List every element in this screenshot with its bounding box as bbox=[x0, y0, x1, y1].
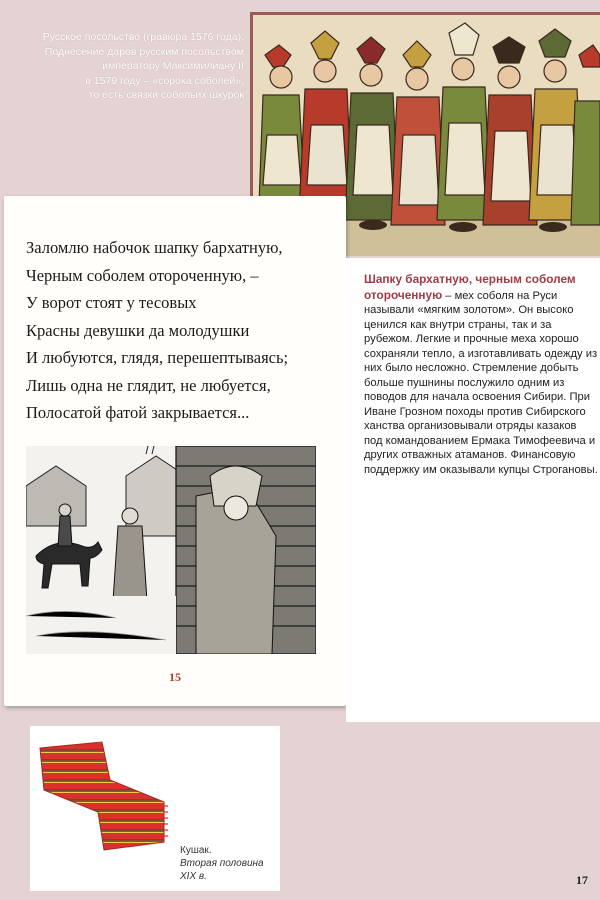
poem-line: Заломлю набочок шапку бархатную, bbox=[26, 238, 283, 257]
sash-caption-title: Кушак. bbox=[180, 845, 212, 856]
sash-caption-date: Вторая половина XIX в. bbox=[180, 858, 264, 882]
engraving-caption-line: то есть связки собольих шкурок bbox=[88, 89, 244, 101]
poem-line: У ворот стоят у тесовых bbox=[26, 293, 197, 312]
engraving-caption-line: Поднесение даров русским посольством bbox=[44, 45, 244, 58]
poem-line: Черным соболем отороченную, – bbox=[26, 265, 259, 285]
sash-card bbox=[30, 726, 280, 891]
poem-page-number: 15 bbox=[169, 670, 181, 684]
sash-image bbox=[36, 736, 168, 856]
poem-line: И любуются, глядя, перешептываясь; bbox=[26, 348, 289, 367]
engraving-caption-line: императору Максимилиану II bbox=[102, 60, 244, 72]
poem-text bbox=[26, 234, 336, 427]
info-card bbox=[346, 258, 600, 722]
info-body: – мех соболя на Руси называли «мягким золотом». Он высоко ценился как внутри страны, так и за рубежом. Легкие и прочные меха хорошо сохраняли тепло, а изготавливать одежду из них было несложно. Стремление добыть больше пушнины послужило одним из поводов для начала освоения Сибири. При Иване Грозном походы против Сибирского ханства организовывали отряды казаков под командованием Ермака Тимофеевича и других отважных атаманов. Финансовую поддержку им оказывали купцы Строгановы. bbox=[364, 289, 598, 476]
poem-line: Красны девушки да молодушки bbox=[26, 320, 250, 340]
poem-line: Полосатой фатой закрывается... bbox=[26, 403, 250, 422]
sable-description bbox=[364, 272, 598, 477]
info-lead: Шапку бархатную, черным соболем отороченную bbox=[364, 272, 576, 302]
engraving-caption bbox=[12, 30, 244, 103]
poem-card bbox=[4, 196, 346, 706]
poem-line: Лишь одна не глядит, не любуется, bbox=[26, 375, 271, 395]
page-number: 17 bbox=[576, 873, 588, 887]
engraving-caption-line: в 1579 году – «сорока соболей», bbox=[85, 74, 244, 87]
engraving-caption-line: Русское посольство (гравюра 1576 года). bbox=[42, 31, 244, 43]
sash-caption bbox=[180, 844, 280, 883]
winter-scene-illustration bbox=[26, 446, 316, 654]
